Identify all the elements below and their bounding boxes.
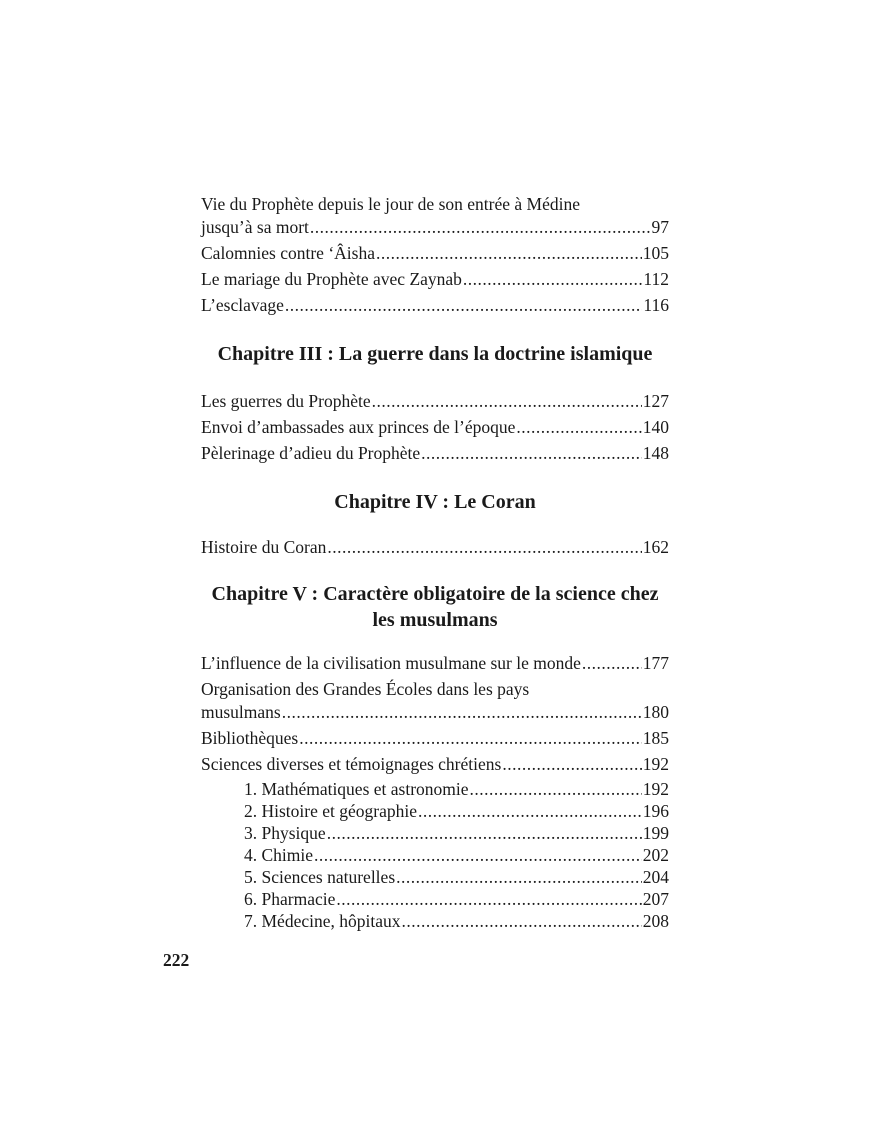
toc-entry-title: Calomnies contre ‘Âisha	[201, 243, 375, 263]
toc-subentry	[244, 888, 669, 910]
chapter-heading: Chapitre III : La guerre dans la doctrine islamique	[217, 343, 653, 365]
toc-entry-page: 97	[651, 217, 669, 237]
toc-entry-title: L’influence de la civilisation musulmane sur le monde	[201, 653, 581, 673]
toc-entry-title: musulmans	[201, 702, 281, 722]
toc-entry-first-line: Organisation des Grandes Écoles dans les pays	[201, 679, 530, 699]
toc-entry	[201, 652, 669, 675]
toc-entry-page: 112	[643, 269, 669, 289]
toc-entry	[201, 753, 669, 776]
toc-entry-title: Bibliothèques	[201, 728, 299, 748]
toc-subentry-title: 3. Physique	[244, 823, 326, 843]
toc-subentry	[244, 866, 669, 888]
toc-entry-page: 192	[642, 754, 669, 774]
page-number: 222	[163, 950, 190, 970]
toc-entry-page: 116	[643, 295, 669, 315]
dot-leader	[582, 652, 642, 675]
toc-subentry-page: 192	[642, 779, 669, 799]
dot-leader	[470, 778, 642, 800]
dot-leader	[327, 536, 641, 559]
toc-subentry-title: 2. Histoire et géographie	[244, 801, 418, 821]
toc-subentry-page: 196	[642, 801, 669, 821]
dot-leader	[401, 910, 641, 932]
toc-entry-page: 127	[642, 391, 669, 411]
dot-leader	[314, 844, 642, 866]
dot-leader	[336, 888, 641, 910]
toc-entry	[201, 416, 669, 439]
toc-entry-first-line: Vie du Prophète depuis le jour de son entrée à Médine	[201, 194, 580, 214]
toc-entry-title: Sciences diverses et témoignages chrétiens	[201, 754, 502, 774]
toc-entry	[201, 536, 669, 559]
toc-entry-page: 105	[642, 243, 669, 263]
toc-subentry-title: 1. Mathématiques et astronomie	[244, 779, 469, 799]
toc-entry	[201, 193, 669, 239]
dot-leader	[396, 866, 642, 888]
toc-subentry-page: 204	[642, 867, 669, 887]
toc-entry-page: 148	[642, 443, 669, 463]
dot-leader	[376, 242, 642, 265]
toc-entry-page: 140	[642, 417, 669, 437]
toc-subentry-title: 5. Sciences naturelles	[244, 867, 396, 887]
toc-entry-title: Pèlerinage d’adieu du Prophète	[201, 443, 421, 463]
toc-subentry-page: 207	[642, 889, 669, 909]
toc-subentry-title: 6. Pharmacie	[244, 889, 336, 909]
dot-leader	[372, 390, 642, 413]
toc-entry-title: Le mariage du Prophète avec Zaynab	[201, 269, 462, 289]
toc-entry-title: L’esclavage	[201, 295, 284, 315]
toc-entry	[201, 727, 669, 750]
toc-subentry	[244, 844, 669, 866]
dot-leader	[516, 416, 641, 439]
toc-entry	[201, 442, 669, 465]
toc-subentry-title: 7. Médecine, hôpitaux	[244, 911, 401, 931]
dot-leader	[418, 800, 642, 822]
toc-entry	[201, 390, 669, 413]
toc-entry	[201, 242, 669, 265]
toc-subentry	[244, 822, 669, 844]
toc-entry-title: Envoi d’ambassades aux princes de l’époque	[201, 417, 516, 437]
toc-entry-page: 177	[642, 653, 669, 673]
toc-entry-title: Histoire du Coran	[201, 537, 327, 557]
dot-leader	[327, 822, 642, 844]
toc-subentry-title: 4. Chimie	[244, 845, 314, 865]
dot-leader	[282, 701, 642, 724]
toc-entry-title: jusqu’à sa mort	[201, 217, 309, 237]
chapter-heading	[201, 581, 669, 633]
toc-subentry-page: 199	[642, 823, 669, 843]
table-of-contents	[201, 193, 669, 932]
toc-subentry	[244, 800, 669, 822]
toc-entry-page: 180	[642, 702, 669, 722]
toc-subentry-page: 202	[642, 845, 669, 865]
dot-leader	[310, 216, 651, 239]
dot-leader	[299, 727, 642, 750]
toc-subentry	[244, 778, 669, 800]
chapter-heading-line: les musulmans	[372, 609, 498, 631]
toc-entry-page: 162	[642, 537, 669, 557]
toc-subentry	[244, 910, 669, 932]
toc-entry	[201, 294, 669, 317]
dot-leader	[285, 294, 642, 317]
toc-entry-page: 185	[642, 728, 669, 748]
dot-leader	[463, 268, 642, 291]
toc-entry-title: Les guerres du Prophète	[201, 391, 371, 411]
toc-subentry-page: 208	[642, 911, 669, 931]
chapter-heading: Chapitre IV : Le Coran	[334, 491, 536, 513]
dot-leader	[502, 753, 641, 776]
chapter-heading-line: Chapitre V : Caractère obligatoire de la science chez	[211, 583, 659, 605]
dot-leader	[421, 442, 642, 465]
toc-entry	[201, 678, 669, 724]
toc-entry	[201, 268, 669, 291]
